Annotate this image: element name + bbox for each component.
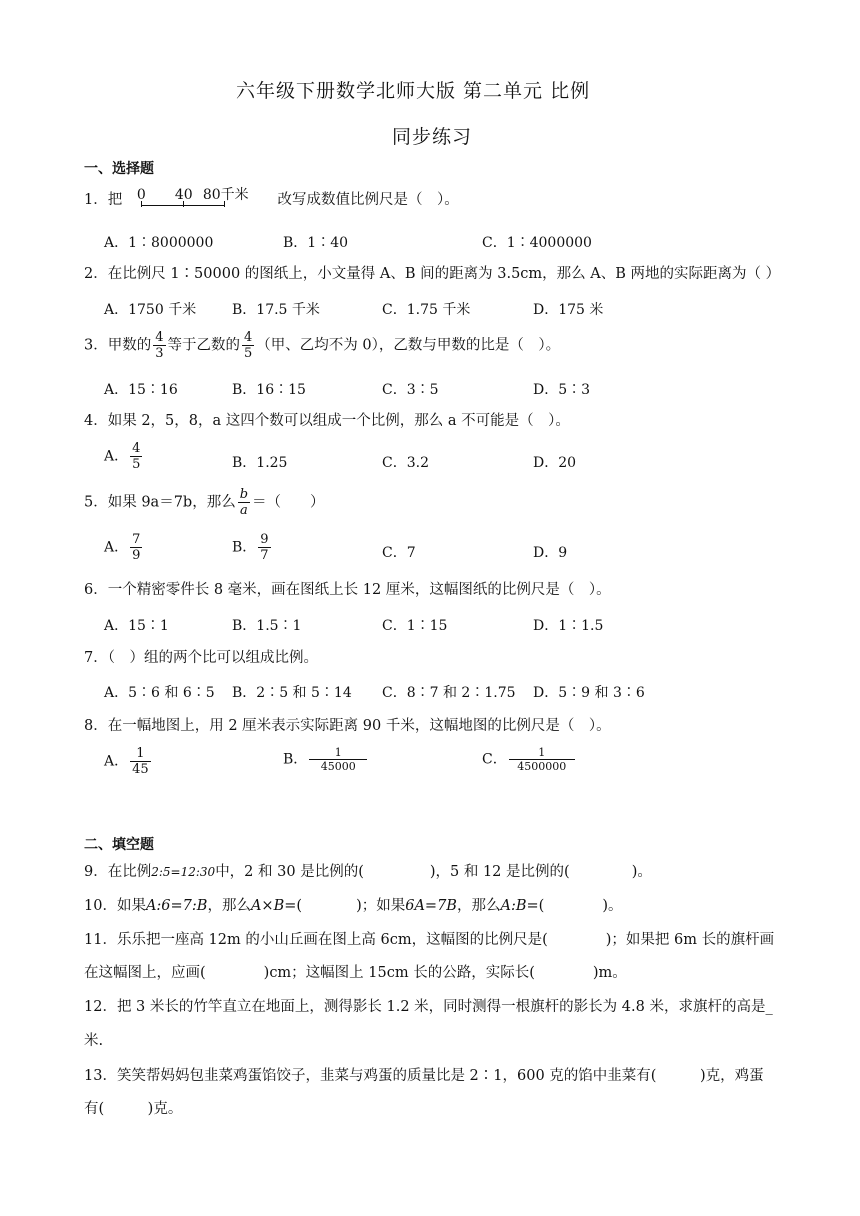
q1-option-c: C．1∶4000000	[482, 235, 592, 251]
q8-option-b	[283, 746, 369, 773]
question-12-line1: 12．把 3 米长的竹竿直立在地面上，测得影长 1.2 米，同时测得一根旗杆的影长为 4.8 米，求旗杆的高是_	[84, 999, 773, 1015]
scale-label-40: 40	[174, 187, 193, 203]
numerator: 1	[538, 746, 546, 759]
q9-part2: 中，2 和 30 是比例的(	[215, 864, 364, 880]
denominator: 5	[244, 346, 253, 361]
denominator: 5	[132, 457, 141, 472]
numerator: 4	[132, 441, 141, 456]
q5-option-d: D．9	[533, 545, 568, 561]
q5-part2: ＝（ ）	[252, 494, 325, 511]
q10-part7: )。	[602, 898, 623, 914]
q3-option-d: D．5∶3	[533, 382, 591, 398]
question-13-line2: 有( )克。	[84, 1101, 183, 1117]
q6-option-c: C．1∶15	[382, 618, 448, 634]
numerator: 4	[244, 330, 253, 345]
question-1-prefix: 1．把	[84, 192, 123, 208]
scale-label-80: 80千米	[202, 187, 249, 203]
fraction	[309, 746, 367, 773]
q9-part4: )。	[631, 864, 652, 880]
q8-option-a	[104, 746, 153, 777]
question-10	[84, 896, 622, 916]
q4-option-c: C．3.2	[382, 455, 429, 471]
denominator: 45000	[309, 759, 367, 773]
section-heading-fill: 二、填空题	[84, 837, 154, 853]
q8-option-c	[482, 746, 577, 773]
q10-part2: ，那么	[207, 898, 251, 914]
section-heading-choice: 一、选择题	[84, 161, 154, 177]
q10-part6: (	[538, 898, 545, 914]
question-3	[84, 330, 560, 361]
question-9	[84, 862, 652, 882]
page-subtitle: 同步练习	[392, 126, 473, 148]
numerator: 1	[334, 746, 342, 759]
option-label: A．	[104, 448, 129, 465]
fraction	[130, 441, 142, 472]
option-label: C．	[482, 751, 507, 768]
q9-part1: 9．在比例	[84, 864, 152, 880]
q3-option-c: C．3∶5	[382, 382, 439, 398]
denominator: 4500000	[509, 759, 575, 773]
question-11-line1: 11．乐乐把一座高 12m 的小山丘画在图上高 6cm，这幅图的比例尺是( )；如果把 6m 长的旗杆画	[84, 932, 775, 948]
q7-option-d: D．5∶9 和 3∶6	[533, 685, 645, 701]
scale-label-0: 0	[136, 187, 146, 203]
question-2: 2．在比例尺 1∶50000 的图纸上，小文量得 A、B 间的距离为 3.5cm，那么 A、B 两地的实际距离为（ ）	[84, 266, 781, 282]
q7-option-b: B．2∶5 和 5∶14	[232, 685, 352, 701]
fraction	[153, 330, 165, 361]
question-4: 4．如果 2，5，8，a 这四个数可以组成一个比例，那么 a 不可能是（ ）。	[84, 413, 570, 429]
option-label: B．	[283, 751, 308, 768]
q3-option-b: B．16∶15	[232, 382, 306, 398]
scale-tick	[183, 201, 184, 207]
option-label: A．	[104, 753, 129, 770]
fraction	[509, 746, 575, 773]
option-label: B．	[232, 539, 257, 556]
fraction	[242, 330, 254, 361]
denominator: 7	[260, 548, 269, 563]
q10-part5: ，那么	[456, 898, 501, 914]
q10-math: 6A=7B	[405, 898, 457, 914]
denominator: 9	[132, 548, 141, 563]
q9-part3: )，5 和 12 是比例的(	[429, 864, 570, 880]
question-6: 6．一个精密零件长 8 毫米，画在图纸上长 12 厘米，这幅图纸的比例尺是（ ）。	[84, 582, 611, 598]
q10-part3: (	[296, 898, 303, 914]
question-7: 7．（ ）组的两个比可以组成比例。	[84, 650, 318, 666]
q4-option-a	[104, 441, 144, 472]
denominator: a	[238, 502, 250, 518]
q5-option-c: C．7	[382, 545, 416, 561]
question-8: 8．在一幅地图上，用 2 厘米表示实际距离 90 千米，这幅地图的比例尺是（ ）。	[84, 718, 611, 734]
q4-option-b: B．1.25	[232, 455, 288, 471]
scale-bar-figure	[137, 189, 249, 211]
fraction	[130, 532, 142, 563]
q10-math: A:B=	[500, 898, 539, 914]
q6-option-a: A．15∶1	[104, 618, 169, 634]
numerator: 7	[132, 532, 141, 547]
q3-option-a: A．15∶16	[104, 382, 178, 398]
numerator: 1	[136, 746, 145, 761]
q7-option-a: A．5∶6 和 6∶5	[104, 685, 215, 701]
q2-option-d: D．175 米	[533, 302, 604, 318]
q6-option-d: D．1∶1.5	[533, 618, 604, 634]
denominator: 3	[155, 346, 164, 361]
q2-option-b: B．17.5 千米	[232, 302, 320, 318]
option-label: A．	[104, 539, 129, 556]
q3-part1: 3．甲数的	[84, 337, 152, 354]
q4-option-d: D．20	[533, 455, 577, 471]
question-5	[84, 487, 325, 518]
q1-option-b: B．1∶40	[283, 235, 349, 251]
fraction	[238, 487, 250, 518]
q10-math: A:6=7:B	[145, 898, 208, 914]
question-11-line2: 在这幅图上，应画( )cm；这幅图上 15cm 长的公路，实际长( )m。	[84, 965, 627, 981]
numerator: b	[239, 487, 249, 502]
question-1	[84, 189, 459, 211]
scale-tick	[141, 201, 142, 207]
question-12-line2: 米.	[84, 1033, 104, 1049]
q10-part4: )；如果	[356, 898, 406, 914]
fraction	[258, 532, 270, 563]
q5-option-a	[104, 532, 144, 563]
denominator: 45	[132, 762, 149, 777]
q3-part3: （甲、乙均不为 0），乙数与甲数的比是（ ）。	[256, 337, 561, 354]
q2-option-a: A．1750 千米	[104, 302, 197, 318]
fraction	[130, 746, 151, 777]
question-13-line1: 13．笑笑帮妈妈包韭菜鸡蛋馅饺子，韭菜与鸡蛋的质量比是 2∶1，600 克的馅中韭菜有( )克，鸡蛋	[84, 1068, 764, 1084]
q6-option-b: B．1.5∶1	[232, 618, 302, 634]
q7-option-c: C．8∶7 和 2∶1.75	[382, 685, 516, 701]
q9-proportion: 2:5=12:30	[151, 865, 216, 879]
q3-part2: 等于乙数的	[167, 337, 241, 354]
question-1-text: 改写成数值比例尺是（ ）。	[277, 192, 459, 208]
numerator: 4	[155, 330, 164, 345]
q5-option-b	[232, 532, 273, 563]
page-title: 六年级下册数学北师大版 第二单元 比例	[236, 80, 591, 102]
scale-tick	[224, 201, 225, 207]
q2-option-c: C．1.75 千米	[382, 302, 471, 318]
q1-option-a: A．1∶8000000	[104, 235, 214, 251]
q5-part1: 5．如果 9a＝7b，那么	[84, 494, 236, 511]
q10-math: A×B=	[250, 898, 297, 914]
q10-part1: 10．如果	[84, 898, 146, 914]
numerator: 9	[260, 532, 269, 547]
